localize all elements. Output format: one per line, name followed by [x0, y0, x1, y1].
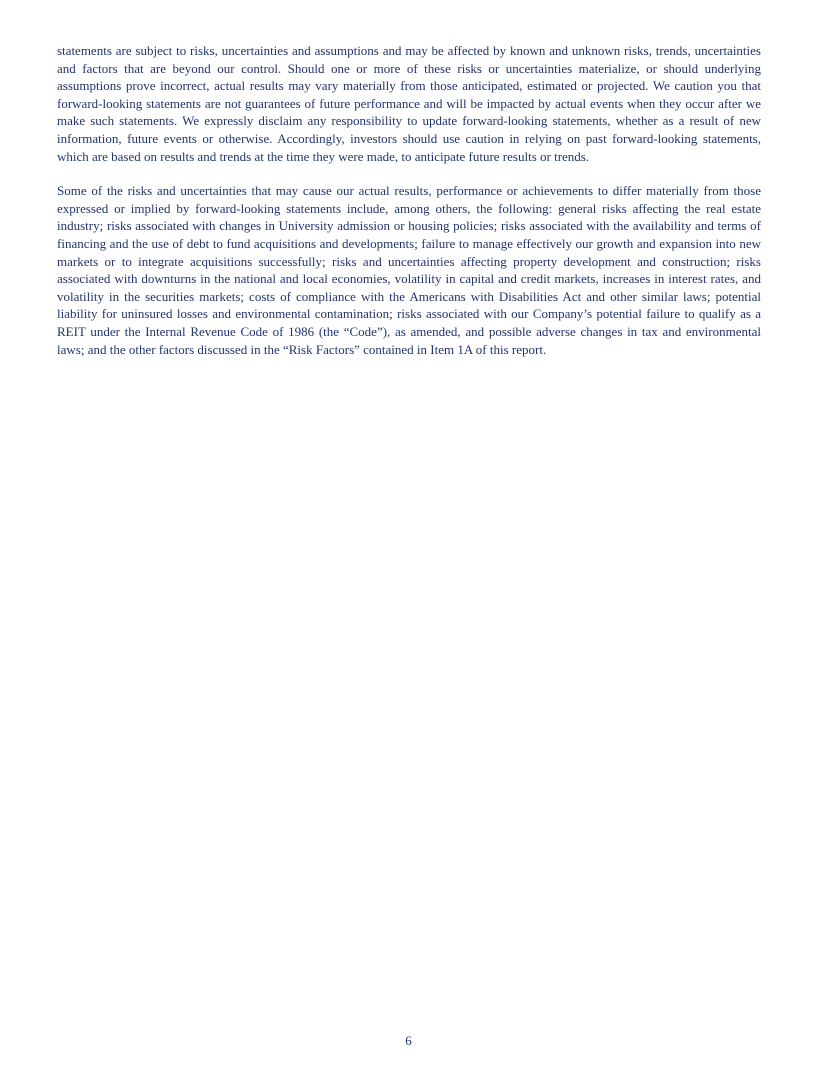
- page-number: 6: [405, 1033, 412, 1048]
- paragraph-risk-factors-list: Some of the risks and uncertainties that may cause our actual results, performance or achievements to differ materially from those expressed or implied by forward-looking statements include, among others, the following: general risks affecting the real estate industry; risks associated with changes in University admission or housing policies; risks associated with the availability and terms of financing and the use of debt to fund acquisitions and developments; failure to manage effectively our growth and expansion into new markets or to integrate acquisitions successfully; risks and uncertainties affecting property development and construction; risks associated with downturns in the national and local economies, volatility in capital and credit markets, increases in interest rates, and volatility in the securities markets; costs of compliance with the Americans with Disabilities Act and other similar laws; potential liability for uninsured losses and environmental contamination; risks associated with our Company’s potential failure to qualify as a REIT under the Internal Revenue Code of 1986 (the “Code”), as amended, and possible adverse changes in tax and environmental laws; and the other factors discussed in the “Risk Factors” contained in Item 1A of this report.: [57, 183, 761, 357]
- document-body: [57, 42, 761, 358]
- paragraph-forward-looking-statements: statements are subject to risks, uncertainties and assumptions and may be affected by known and unknown risks, trends, uncertainties and factors that are beyond our control. Should one or more of these risks or uncertainties materialize, or should underlying assumptions prove incorrect, actual results may vary materially from those anticipated, estimated or projected. We caution you that forward-looking statements are not guarantees of future performance and will be impacted by actual events when they occur after we make such statements. We expressly disclaim any responsibility to update forward-looking statements, whether as a result of new information, future events or otherwise. Accordingly, investors should use caution in relying on past forward-looking statements, which are based on results and trends at the time they were made, to anticipate future results or trends.: [57, 43, 761, 164]
